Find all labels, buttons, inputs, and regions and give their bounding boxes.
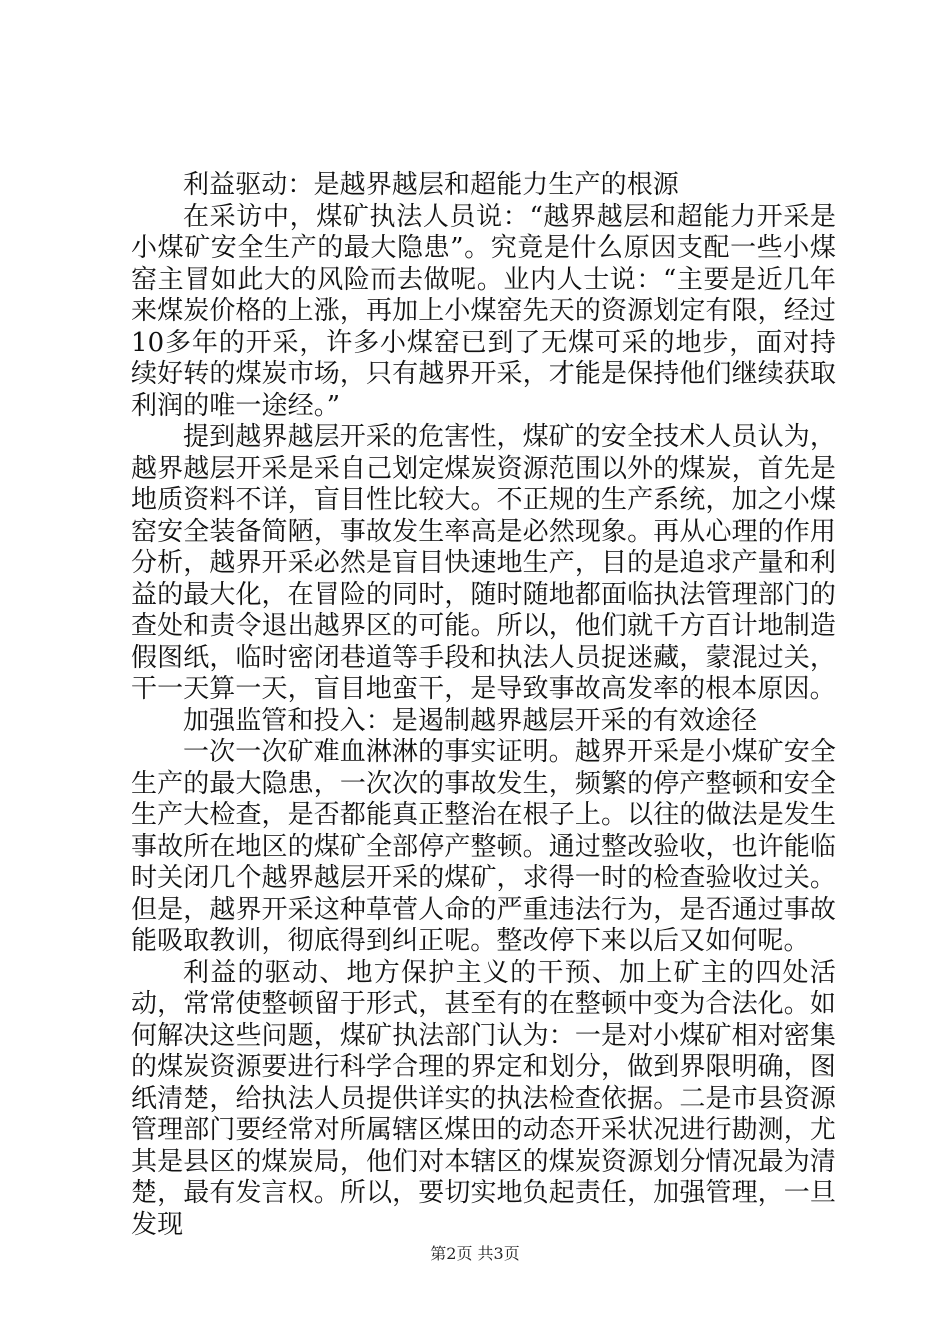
section-heading-supervision: 加强监管和投入：是遏制越界越层开采的有效途径	[183, 705, 758, 736]
document-body	[131, 170, 836, 1241]
paragraph-hazards: 提到越界越层开采的危害性，煤矿的安全技术人员认为，越界越层开采是采自己划定煤炭资源范围以外的煤炭，首先是地质资料不详，盲目性比较大。不正规的生产系统，加之小煤窑安全装备简陋，事故发生率高是必然现象。再从心理的作用分析，越界开采必然是盲目快速地生产，目的是追求产量和利益的最大化，在冒险的同时，随时随地都面临执法管理部门的查处和责令退出越界区的可能。所以，他们就千方百计地制造假图纸，临时密闭巷道等手段和执法人员捉迷藏，蒙混过关，干一天算一天，盲目地蛮干，是导致事故高发率的根本原因。	[131, 422, 836, 704]
section-heading-profit-driven: 利益驱动：是越界越层和超能力生产的根源	[183, 170, 679, 200]
paragraph-accidents: 一次一次矿难血淋淋的事实证明。越界开采是小煤矿安全生产的最大隐患，一次次的事故发生，频繁的停产整顿和安全生产大检查，是否都能真正整治在根子上。以往的做法是发生事故所在地区的煤矿全部停产整顿。通过整改验收，也许能临时关闭几个越界越层开采的煤矿，求得一时的检查验收过关。但是，越界开采这种草菅人命的严重违法行为，是否通过事故能吸取教训，彻底得到纠正呢。整改停下来以后又如何呢。	[131, 737, 836, 956]
paragraph-solutions: 利益的驱动、地方保护主义的干预、加上矿主的四处活动，常常使整顿留于形式，甚至有的在整顿中变为合法化。如何解决这些问题，煤矿执法部门认为：一是对小煤矿相对密集的煤炭资源要进行科学合理的界定和划分，做到界限明确，图纸清楚，给执法人员提供详实的执法检查依据。二是市县资源管理部门要经常对所属辖区煤田的动态开采状况进行勘测，尤其是县区的煤炭局，他们对本辖区的煤炭资源划分情况最为清楚，最有发言权。所以，要切实地负起责任，加强管理，一旦发现	[131, 957, 836, 1240]
paragraph-interview: 在采访中，煤矿执法人员说：“越界越层和超能力开采是小煤矿安全生产的最大隐患”。究竟是什么原因支配一些小煤窑主冒如此大的风险而去做呢。业内人士说：“主要是近几年来煤炭价格的上涨，再加上小煤窑先天的资源划定有限，经过10多年的开采，许多小煤窑已到了无煤可采的地步，面对持续好转的煤炭市场，只有越界开采，才能是保持他们继续获取利润的唯一途经。”	[131, 201, 836, 421]
page-number-footer: 第2页 共3页	[430, 1244, 520, 1263]
